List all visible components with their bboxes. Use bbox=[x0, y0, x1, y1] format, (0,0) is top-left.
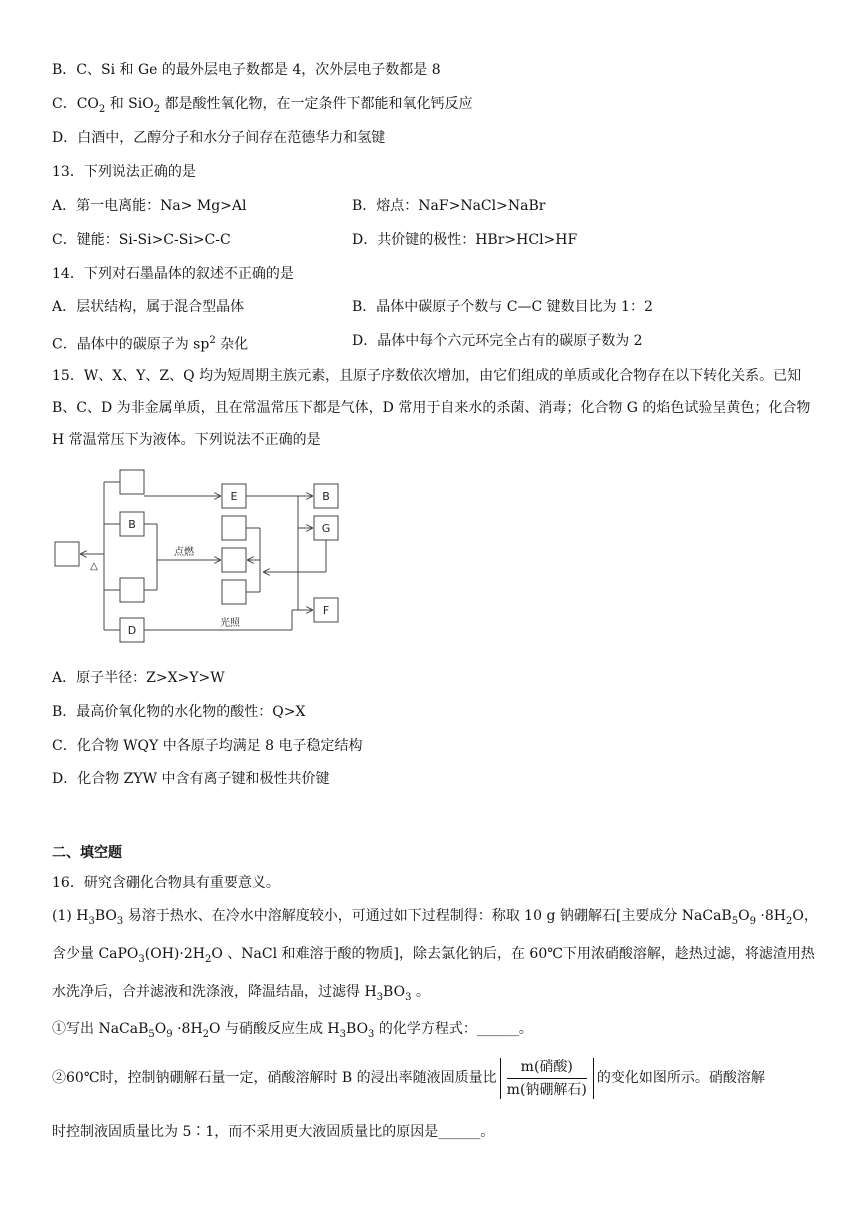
diagram-box-top bbox=[120, 470, 144, 494]
q14-option-b: B．晶体中碳原子个数与 C—C 键数目比为 1：2 bbox=[352, 299, 653, 315]
q16-sub2: ②60℃时，控制钠硼解石量一定，硝酸溶解时 B 的浸出率随液固质量比 $\frac{\text{m(硝酸)}}{\text{m(钠硼解石)}}$ 的变化如图所示。硝酸溶解 bbox=[52, 1058, 765, 1098]
q16-stem: 16．研究含硼化合物具有重要意义。 bbox=[52, 875, 280, 891]
q14-option-d: D．晶体中每个六元环完全占有的碳原子数为 2 bbox=[352, 333, 643, 349]
diagram-label-b2: B bbox=[322, 490, 330, 503]
q13-option-a: A．第一电离能：Na> Mg>Al bbox=[52, 198, 247, 214]
q13-option-c: C．键能：Si-Si>C-Si>C-C bbox=[52, 232, 231, 248]
liquid-solid-ratio-fraction: $\frac{\text{m(硝酸)}}{\text{m(钠硼解石)}}$ bbox=[500, 1058, 594, 1099]
section-title: 二、填空题 bbox=[52, 845, 122, 861]
q16-part1: (1) $H_3BO_3$ 易溶于热水、在冷水中溶解度较小，可通过如下过程制得：称取 10 g 钠硼解石[主要成分 $NaCaB_5O_9 \cdot 8H_2O$，含少量 $CaPO_3(OH)\cdot 2H_2O$ 、NaCl 和难溶于酸的物质]，除去氯化钠后，在 60℃下用浓硝酸溶解，趁热过滤，将滤渣用热水洗净后，合并滤液和洗涤液，降温结晶，过滤得 $H_3BO_3$ 。 bbox=[52, 908, 818, 1003]
diagram-label-delta: △ bbox=[90, 561, 98, 572]
q15-option-c: C．化合物 WQY 中各原子均满足 8 电子稳定结构 bbox=[52, 738, 363, 754]
q13-option-d: D．共价键的极性：HBr>HCl>HF bbox=[352, 232, 578, 248]
diagram-label-e: E bbox=[230, 490, 238, 503]
diagram-box-m3 bbox=[222, 580, 246, 604]
q13-stem: 13．下列说法正确的是 bbox=[52, 164, 196, 180]
diagram-label-guangzhao: 光照 bbox=[220, 618, 240, 629]
q14-option-a: A．层状结构，属于混合型晶体 bbox=[52, 299, 245, 315]
diagram-label-dianran: 点燃 bbox=[174, 547, 194, 558]
diagram-label-d: D bbox=[127, 624, 137, 637]
diagram-label-g: G bbox=[321, 522, 331, 535]
q15-conversion-diagram bbox=[52, 460, 352, 655]
q14-stem: 14．下列对石墨晶体的叙述不正确的是 bbox=[52, 266, 294, 282]
q15-option-b: B．最高价氧化物的水化物的酸性：Q>X bbox=[52, 704, 306, 720]
diagram-box-m2 bbox=[222, 548, 246, 572]
q12-option-b: B．C、Si 和 Ge 的最外层电子数都是 4，次外层电子数都是 8 bbox=[52, 62, 441, 78]
diagram-box-m1 bbox=[222, 516, 246, 540]
diagram-label-b: B bbox=[128, 518, 136, 531]
diagram-box-mid bbox=[120, 578, 144, 602]
q12-option-c: C．$CO_2$ 和 SiO$_2$ 都是酸性氧化物，在一定条件下都能和氧化钙反应 bbox=[52, 96, 473, 115]
q15-option-d: D．化合物 ZYW 中含有离子键和极性共价键 bbox=[52, 771, 330, 787]
q15-stem: 15．W、X、Y、Z、Q 均为短周期主族元素，且原子序数依次增加，由它们组成的单质或化合物存在以下转化关系。已知 B、C、D 为非金属单质，且在常温常压下都是气体，D 常用于自来水的杀菌、消毒；化合物 G 的焰色试验呈黄色；化合物 H 常温常压下为液体。下列说法不正确的是 bbox=[52, 368, 811, 448]
q15-option-a: A．原子半径：Z>X>Y>W bbox=[52, 670, 225, 686]
diagram-box-left bbox=[55, 542, 79, 566]
q12-option-d: D．白酒中，乙醇分子和水分子间存在范德华力和氢键 bbox=[52, 130, 386, 146]
q14-option-c: C．晶体中的碳原子为 $sp^2$ 杂化 bbox=[52, 335, 249, 353]
q13-option-b: B．熔点：NaF>NaCl>NaBr bbox=[352, 198, 546, 214]
q16-sub1: ①写出 $NaCaB_5O_9 \cdot 8H_2O$ 与硝酸反应生成 $H_3BO_3$ 的化学方程式：______。 bbox=[52, 1021, 533, 1040]
q16-sub2-cont: 时控制液固质量比为 5∶1，而不采用更大液固质量比的原因是______。 bbox=[52, 1124, 495, 1140]
diagram-label-f: F bbox=[322, 604, 330, 617]
